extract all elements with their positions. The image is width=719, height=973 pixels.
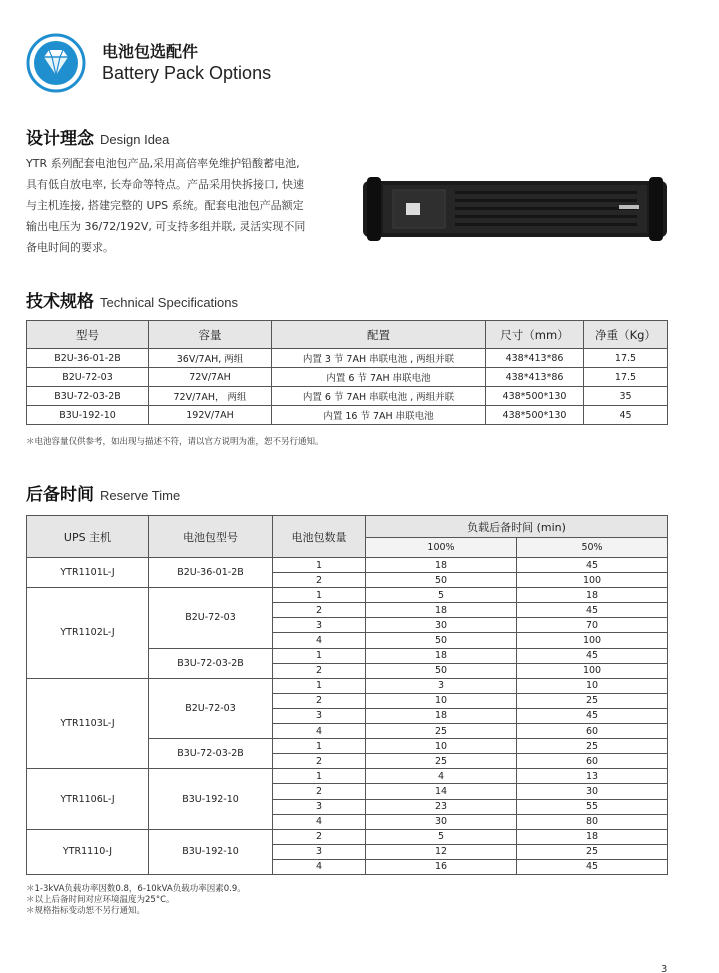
specs-table	[26, 320, 668, 425]
design-line: 备电时间的要求。	[26, 241, 114, 254]
time-50-cell: 100	[517, 663, 668, 678]
time-50-cell: 18	[517, 829, 668, 844]
specs-note: ＊电池容量仅供参考，如出现与描述不符，请以官方说明为准，恕不另行通知。	[26, 437, 324, 447]
time-100-cell: 23	[366, 799, 517, 814]
spec-cell: 内置 3 节 7AH 串联电池 , 两组并联	[272, 349, 486, 368]
time-50-cell: 45	[517, 708, 668, 723]
design-line: 具有低自放电率, 长寿命等特点。产品采用快拆接口, 快速	[26, 178, 304, 191]
time-100-cell: 14	[366, 784, 517, 799]
time-100-cell: 50	[366, 633, 517, 648]
design-line: 输出电压为 36/72/192V, 可支持多组并联, 灵活实现不同	[26, 220, 306, 233]
spec-cell: 438*413*86	[486, 368, 584, 387]
reserve-title-cn: 后备时间	[26, 485, 94, 505]
time-100-cell: 30	[366, 814, 517, 829]
time-100-cell: 4	[366, 769, 517, 784]
specs-title-cn: 技术规格	[26, 292, 94, 312]
design-section-title	[26, 124, 169, 149]
reserve-header-host: UPS 主机	[27, 516, 149, 558]
pack-qty-cell: 4	[273, 633, 366, 648]
time-100-cell: 30	[366, 618, 517, 633]
specs-section-title	[26, 287, 238, 312]
spec-cell: 72V/7AH	[149, 368, 272, 387]
table-row	[27, 368, 668, 387]
table-row	[27, 829, 668, 844]
pack-qty-cell: 2	[273, 603, 366, 618]
spec-cell: 36V/7AH, 两组	[149, 349, 272, 368]
spec-cell: 438*500*130	[486, 387, 584, 406]
reserve-header-50: 50%	[517, 538, 668, 558]
time-50-cell: 80	[517, 814, 668, 829]
table-row	[27, 588, 668, 603]
time-50-cell: 13	[517, 769, 668, 784]
diamond-icon	[26, 33, 86, 93]
reserve-note: ＊1-3kVA负载功率因数0.8，6-10kVA负载功率因素0.9。	[26, 884, 246, 894]
design-description	[26, 153, 336, 258]
time-50-cell: 55	[517, 799, 668, 814]
time-50-cell: 45	[517, 558, 668, 573]
pack-qty-cell: 2	[273, 754, 366, 769]
time-100-cell: 16	[366, 859, 517, 874]
time-100-cell: 12	[366, 844, 517, 859]
spec-cell: 内置 6 节 7AH 串联电池 , 两组并联	[272, 387, 486, 406]
spec-cell: 17.5	[584, 349, 668, 368]
pack-qty-cell: 2	[273, 663, 366, 678]
spec-cell: 45	[584, 406, 668, 425]
time-50-cell: 100	[517, 633, 668, 648]
spec-cell: 35	[584, 387, 668, 406]
spec-cell: 72V/7AH， 两组	[149, 387, 272, 406]
pack-qty-cell: 3	[273, 618, 366, 633]
table-row	[27, 349, 668, 368]
time-100-cell: 25	[366, 754, 517, 769]
pack-qty-cell: 1	[273, 558, 366, 573]
time-50-cell: 100	[517, 573, 668, 588]
specs-header-cell: 净重（Kg）	[584, 321, 668, 349]
battery-model-cell: B2U-72-03	[149, 588, 273, 648]
table-row	[27, 678, 668, 693]
reserve-header-100: 100%	[366, 538, 517, 558]
time-100-cell: 25	[366, 724, 517, 739]
specs-header-row	[27, 321, 668, 349]
spec-cell: 17.5	[584, 368, 668, 387]
header-title-cn: 电池包选配件	[102, 42, 199, 61]
reserve-title-en: Reserve Time	[100, 488, 181, 503]
ups-host-cell: YTR1106L-J	[27, 769, 149, 829]
pack-qty-cell: 2	[273, 784, 366, 799]
spec-cell: B2U-72-03	[27, 368, 149, 387]
battery-model-cell: B3U-72-03-2B	[149, 648, 273, 678]
header-title-en: Battery Pack Options	[102, 63, 272, 83]
table-row	[27, 769, 668, 784]
time-100-cell: 3	[366, 678, 517, 693]
ups-host-cell: YTR1110-J	[27, 829, 149, 874]
pack-qty-cell: 4	[273, 859, 366, 874]
pack-qty-cell: 2	[273, 573, 366, 588]
pack-qty-cell: 2	[273, 829, 366, 844]
battery-pack-image	[363, 177, 667, 241]
time-50-cell: 18	[517, 588, 668, 603]
spec-cell: 内置 6 节 7AH 串联电池	[272, 368, 486, 387]
design-title-en: Design Idea	[100, 132, 170, 147]
reserve-header-load: 负载后备时间 (min)	[366, 516, 668, 538]
spec-cell: 192V/7AH	[149, 406, 272, 425]
specs-header-cell: 型号	[27, 321, 149, 349]
time-100-cell: 18	[366, 648, 517, 663]
spec-cell: 438*500*130	[486, 406, 584, 425]
pack-qty-cell: 4	[273, 814, 366, 829]
spec-cell: B3U-72-03-2B	[27, 387, 149, 406]
pack-qty-cell: 1	[273, 769, 366, 784]
time-50-cell: 60	[517, 754, 668, 769]
time-100-cell: 10	[366, 739, 517, 754]
reserve-notes	[26, 884, 246, 917]
time-50-cell: 45	[517, 859, 668, 874]
pack-qty-cell: 1	[273, 678, 366, 693]
ups-host-cell: YTR1103L-J	[27, 678, 149, 769]
ups-host-cell: YTR1102L-J	[27, 588, 149, 679]
table-row	[27, 406, 668, 425]
time-50-cell: 30	[517, 784, 668, 799]
time-50-cell: 10	[517, 678, 668, 693]
pack-qty-cell: 3	[273, 708, 366, 723]
time-100-cell: 18	[366, 558, 517, 573]
specs-header-cell: 配置	[272, 321, 486, 349]
battery-model-cell: B3U-192-10	[149, 769, 273, 829]
table-row	[27, 558, 668, 573]
battery-model-cell: B2U-72-03	[149, 678, 273, 738]
spec-cell: 内置 16 节 7AH 串联电池	[272, 406, 486, 425]
battery-model-cell: B3U-192-10	[149, 829, 273, 874]
time-50-cell: 25	[517, 739, 668, 754]
pack-qty-cell: 3	[273, 844, 366, 859]
reserve-note: ＊以上后备时间对应环境温度为25°C。	[26, 895, 175, 905]
spec-cell: B2U-36-01-2B	[27, 349, 149, 368]
pack-qty-cell: 4	[273, 724, 366, 739]
time-50-cell: 70	[517, 618, 668, 633]
specs-header-cell: 容量	[149, 321, 272, 349]
pack-qty-cell: 3	[273, 799, 366, 814]
time-50-cell: 25	[517, 693, 668, 708]
specs-header-cell: 尺寸（mm）	[486, 321, 584, 349]
time-100-cell: 50	[366, 573, 517, 588]
time-100-cell: 18	[366, 708, 517, 723]
ups-host-cell: YTR1101L-J	[27, 558, 149, 588]
page-number: 3	[661, 964, 668, 973]
reserve-table-body	[27, 558, 668, 875]
time-100-cell: 50	[366, 663, 517, 678]
spec-cell: B3U-192-10	[27, 406, 149, 425]
table-row	[27, 387, 668, 406]
time-50-cell: 60	[517, 724, 668, 739]
time-100-cell: 5	[366, 829, 517, 844]
spec-cell: 438*413*86	[486, 349, 584, 368]
design-title-cn: 设计理念	[26, 129, 94, 149]
design-line: YTR 系列配套电池包产品,采用高倍率免维护铅酸蓄电池,	[26, 157, 300, 170]
pack-qty-cell: 2	[273, 693, 366, 708]
reserve-note: ＊规格指标变动恕不另行通知。	[26, 906, 146, 916]
battery-model-cell: B2U-36-01-2B	[149, 558, 273, 588]
design-line: 与主机连接, 搭建完整的 UPS 系统。配套电池包产品额定	[26, 199, 304, 212]
pack-qty-cell: 1	[273, 588, 366, 603]
specs-title-en: Technical Specifications	[100, 295, 239, 310]
time-100-cell: 5	[366, 588, 517, 603]
time-50-cell: 45	[517, 603, 668, 618]
time-100-cell: 18	[366, 603, 517, 618]
pack-qty-cell: 1	[273, 739, 366, 754]
time-50-cell: 45	[517, 648, 668, 663]
reserve-header-qty: 电池包数量	[273, 516, 366, 558]
time-100-cell: 10	[366, 693, 517, 708]
time-50-cell: 25	[517, 844, 668, 859]
reserve-section-title	[26, 480, 180, 505]
reserve-table	[26, 515, 668, 875]
battery-model-cell: B3U-72-03-2B	[149, 739, 273, 769]
reserve-header-row	[27, 516, 668, 538]
reserve-header-model: 电池包型号	[149, 516, 273, 558]
pack-qty-cell: 1	[273, 648, 366, 663]
